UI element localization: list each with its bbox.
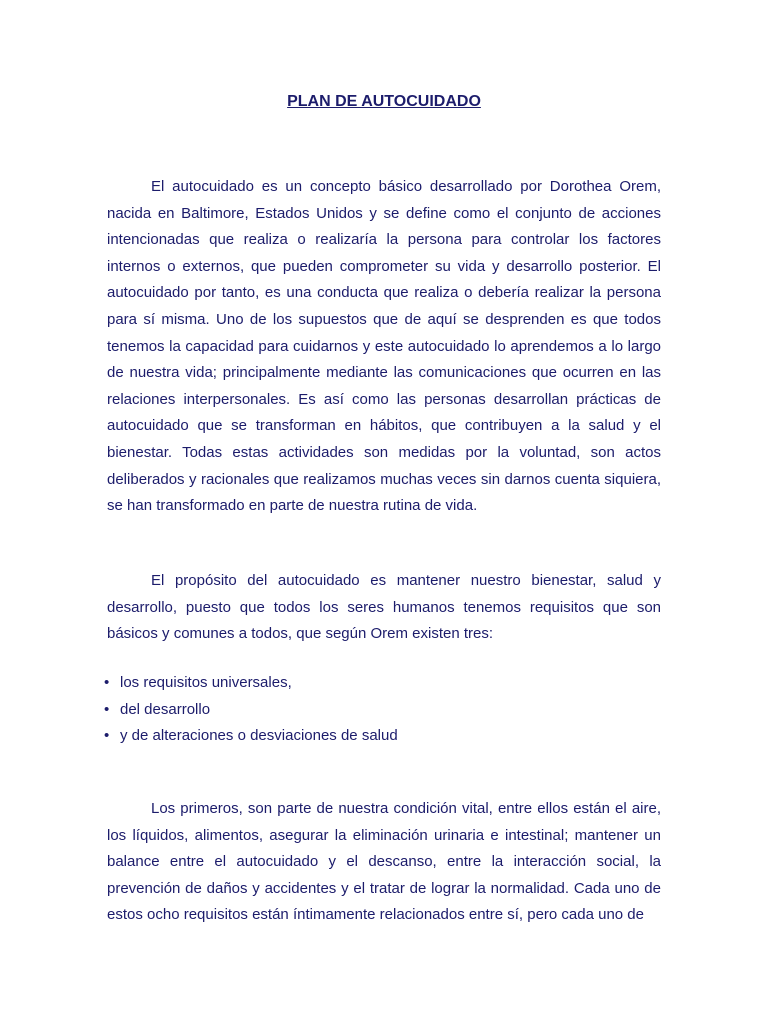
requirements-list xyxy=(104,670,398,750)
paragraph-definition: El autocuidado es un concepto básico desarrollado por Dorothea Orem, nacida en Baltimore, Estados Unidos y se define como el conjunto de acciones intencionadas que realiza o realizaría la persona para controlar los factores internos o externos, que pueden comprometer su vida y desarrollo posterior. El autocuidado por tanto, es una conducta que realiza o debería realizar la persona para sí misma. Uno de los supuestos que de aquí se desprenden es que todos tenemos la capacidad para cuidarnos y este autocuidado lo aprendemos a lo largo de nuestra vida; principalmente mediante las comunicaciones que ocurren en las relaciones interpersonales. Es así como las personas desarrollan prácticas de autocuidado que se transforman en hábitos, que contribuyen a la salud y el bienestar. Todas estas actividades son medidas por la voluntad, son actos deliberados y racionales que realizamos muchas veces sin darnos cuenta siquiera, se han transformado en parte de nuestra rutina de vida. xyxy=(107,178,661,515)
list-item-text: y de alteraciones o desviaciones de salud xyxy=(120,727,398,745)
bullet-icon: • xyxy=(104,700,110,718)
bullet-icon: • xyxy=(104,727,110,745)
paragraph-purpose: El propósito del autocuidado es mantener nuestro bienestar, salud y desarrollo, puesto que todos los seres humanos tenemos requisitos que son básicos y comunes a todos, que según Orem existen tres: xyxy=(107,572,661,643)
paragraph-universal-requirements: Los primeros, son parte de nuestra condición vital, entre ellos están el aire, los líquidos, alimentos, asegurar la eliminación urinaria e intestinal; mantener un balance entre el autocuidado y el descanso, entre la interacción social, la prevención de daños y accidentes y el tratar de lograr la normalidad. Cada uno de estos ocho requisitos están íntimamente relacionados entre sí, pero cada uno de xyxy=(107,800,661,924)
list-item-text: los requisitos universales, xyxy=(120,674,292,691)
list-item xyxy=(104,723,398,750)
list-item xyxy=(104,697,398,724)
list-item xyxy=(104,670,398,697)
list-item-text: del desarrollo xyxy=(120,700,211,718)
bullet-icon: • xyxy=(104,674,110,691)
document-title: PLAN DE AUTOCUIDADO xyxy=(287,93,481,110)
